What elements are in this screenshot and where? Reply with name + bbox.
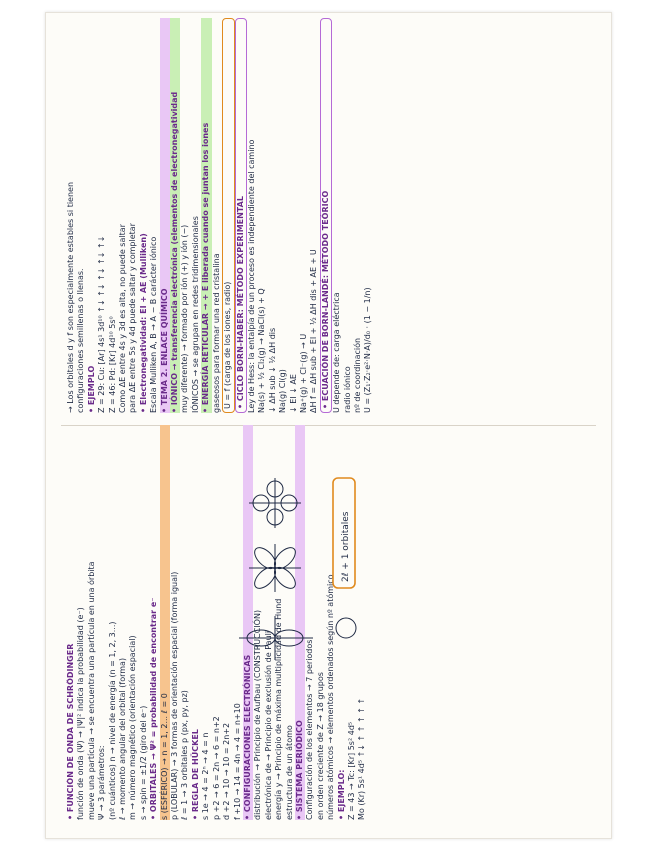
right-note-line-9: • TEMA 2. ENLACE QUÍMICO [160, 18, 170, 413]
right-note-line-2: • EJEMPLO [86, 365, 96, 413]
p-orbital-drawing [239, 616, 313, 660]
left-note-line-17: • CONFIGURACIONES ELECTRÓNICAS [243, 425, 253, 820]
rotated-page [46, 13, 611, 838]
left-note-line-8: • ORBITALES → Ψ² = probabilidad de encontrar e⁻ [149, 597, 159, 820]
left-note-line-13: s 1e → 4 = 2ⁿ → 4 = n [201, 732, 211, 820]
right-note-line-14: gaseosos para formar una red cristalina [211, 253, 221, 413]
left-note-line-25: números atómicos → elementos ordenados según nº atómico [326, 574, 336, 820]
right-note-line-19: ↓ ΔH sub ↓ ½ ΔH dis [267, 327, 277, 413]
right-note-line-7: • Electronegatividad: EI + AE (Mulliken) [138, 233, 148, 413]
left-note-line-12: • REGLA DE HÜCKEL [190, 729, 200, 820]
left-note-line-28: Mo (Kr) 5s¹ 4d⁵ ↑↓ ↑ ↑ ↑ ↑ ↑ [357, 697, 367, 820]
right-note-line-3: Z = 29: Cu: [Ar] 4s¹ 3d¹⁰ ↑↓ ↑↓ ↑↓ ↑↓ ↑↓ [97, 235, 107, 413]
right-note-line-25: U depende de: carga eléctrica [332, 292, 342, 413]
right-note-line-6: para ΔE entre 5s y 4d puede saltar y completar [128, 223, 138, 413]
notes-sheet [45, 12, 612, 839]
orbitales-count-text: 2ℓ + 1 orbitales [341, 511, 351, 582]
right-note-line-21: ↓ EI ↓ AE [288, 374, 298, 413]
right-note-line-10: • IÓNICO → transferencia electrónica (elementos de electronegatividad [170, 18, 180, 413]
left-note-line-16: f +10 → 14 = 4n → 4 = n+10 [232, 703, 242, 820]
right-note-line-24: • ECUACIÓN DE BORN-LANDÉ: MÉTODO TEÓRICO [320, 18, 332, 413]
right-note-line-26: radio iónico [342, 366, 352, 413]
left-note-line-26: • EJEMPLO: [336, 769, 346, 820]
left-note-line-5: ℓ → momento angular del orbital (forma) [118, 657, 128, 820]
left-note-line-6: m → número magnético (orientación espacial) [128, 635, 138, 820]
left-note-line-9: s (ESFÉRICO) → n = 1, 2... ℓ = 0 [160, 425, 170, 820]
right-note-line-23: ΔH f = ΔH sub + EI + ½ ΔH dis + AE + U [309, 249, 319, 413]
left-note-line-18: distribución → Principio de Aufbau (CONSTRUCCIÓN) [253, 609, 263, 820]
left-note-line-20: energía y → Principio de máxima multiplicidad de Hund [274, 598, 284, 820]
right-note-line-4: Z = 46: Pd: [Kr] 4d¹⁰ 5s⁰ [107, 316, 117, 413]
s-orbital-drawing [336, 618, 356, 638]
left-note-line-3: Ψ → 3 parámetros: [97, 745, 107, 820]
left-note-line-21: estructura de un átomo [284, 725, 294, 820]
right-note-line-8: Escala Mulliken A, B → A − B carácter iónico [149, 236, 159, 413]
left-note-line-14: p +2 → 6 = 2n → 6 = n+2 [211, 716, 221, 820]
right-note-line-0: → Los orbitales d y f son especialmente estables si tienen [66, 181, 75, 413]
right-note-line-16: • CICLO BORN-HABER: MÉTODO EXPERIMENTAL [235, 18, 247, 413]
right-column [66, 18, 601, 413]
left-note-line-7: s → spin = ±1/2 (giro del e⁻) [138, 705, 148, 820]
left-note-line-24: en orden creciente de Z → 18 grupos [315, 672, 325, 820]
left-note-line-15: d +2 → 10 → 10 = 2n+2 [222, 722, 232, 820]
left-note-line-22: • SISTEMA PERIÓDICO [295, 425, 305, 820]
left-note-line-4: (nº cuánticos) n → nivel de energía (n = 1, 2, 3...) [107, 621, 117, 820]
left-note-line-27: Z = 43 → Tc: [Kr] 5s² 4d⁵ [346, 721, 356, 820]
right-note-line-11: muy diferente) → formado por ión (+) y ión (−) [180, 224, 190, 413]
right-note-line-22: Na⁺(g) + Cl⁻(g) → U [298, 333, 308, 413]
left-note-line-10: p (LOBULAR) → 3 formas de orientación espacial (forma igual) [170, 571, 180, 820]
left-note-line-19: electrónica de → Principio de exclusión de Pauli [263, 630, 273, 820]
right-note-line-17: Ley de Hess: la entalpía de un proceso es independiente del camino [246, 139, 256, 413]
right-note-line-5: Como ΔE entre 4s y 3d es alta, no puede saltar [118, 224, 128, 413]
right-note-line-12: IÓNICOS → se agrupan en redes tridimensionales [190, 216, 200, 413]
left-note-line-23: Configuración de los elementos → 7 periodos [305, 639, 315, 820]
right-note-line-18: Na(s) + ½ Cl₂(g) → NaCl(s) + Q [257, 288, 267, 413]
left-note-line-0: • FUNCIÓN DE ONDA DE SCHRÖDINGER [66, 643, 75, 820]
right-note-line-13: • ENERGÍA RETICULAR → + E liberada cuando se juntan los iones [201, 18, 211, 413]
right-note-line-15: U = f (carga de los iones, radio) [222, 18, 234, 413]
right-note-line-20: Na(g) Cl(g) [278, 369, 288, 413]
d-orbital-drawing [249, 544, 301, 592]
f-orbital-drawing [249, 478, 301, 528]
right-note-line-27: nº de coordinación [352, 337, 362, 413]
left-note-line-2: mueve una partícula → se encuentra una partícula en una órbita [86, 561, 96, 820]
left-note-line-1: función de onda (Ψ) → |Ψ|² indica la probabilidad (e⁻) [76, 607, 86, 820]
right-note-line-28: U = (Z₁·Z₂·e²·N·A)/d₀ · (1 − 1/n) [363, 287, 373, 413]
left-note-line-11: ℓ = 1 → 3 orbitales p (px, py, pz) [180, 690, 190, 820]
orbital-sketches [221, 468, 371, 668]
right-note-line-1: configuraciones semillenas o llenas. [76, 268, 86, 413]
